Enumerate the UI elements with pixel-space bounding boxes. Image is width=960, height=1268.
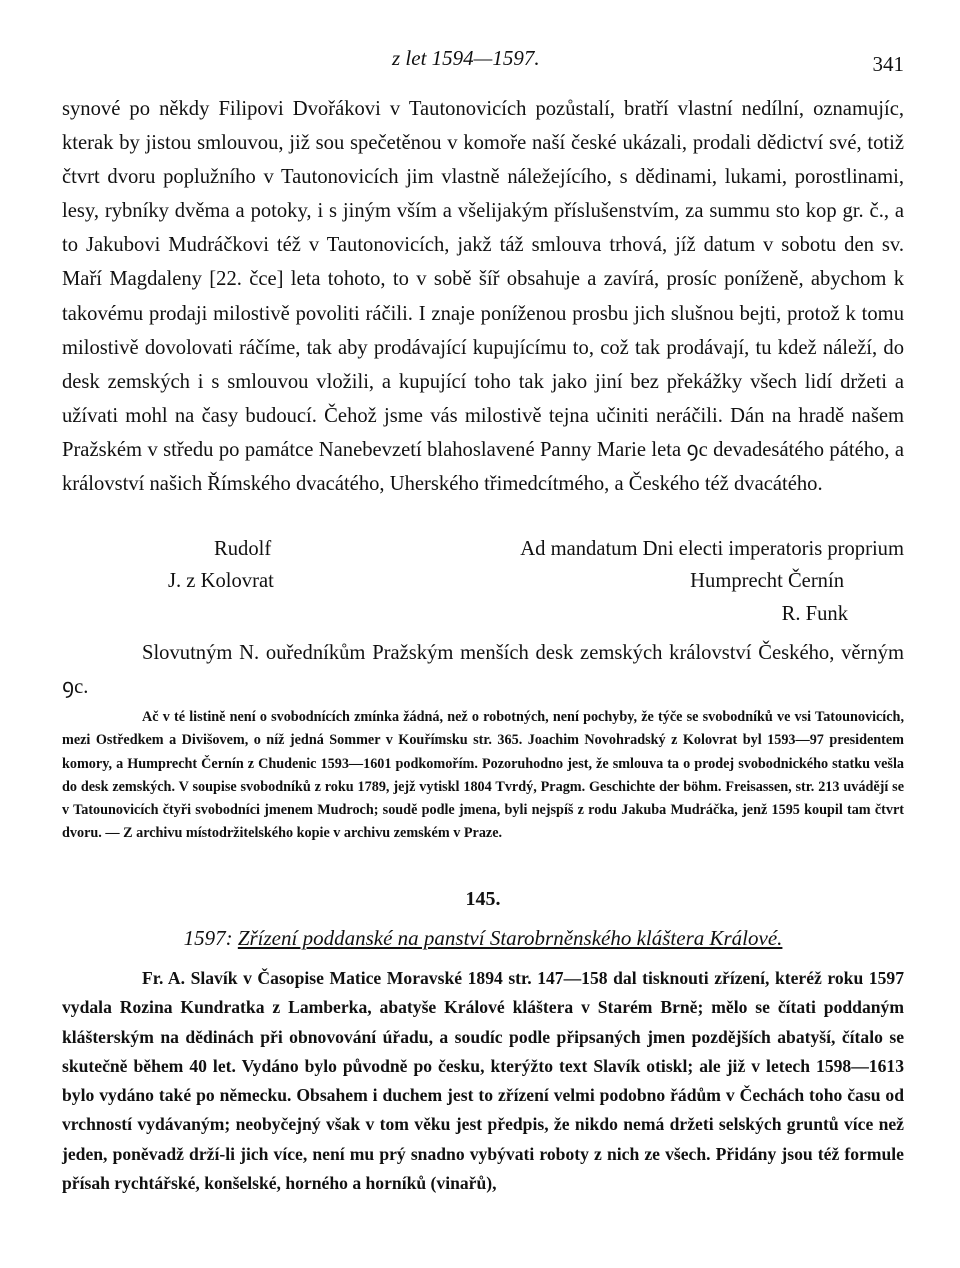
page-number: 341 — [872, 52, 904, 76]
document-heading — [62, 926, 904, 951]
signature-funk: R. Funk — [781, 603, 848, 625]
signature-rudolf: Rudolf — [214, 538, 272, 560]
address-line: Slovutným N. ouředníkům Pražským menších desk zemských království Českého, věrným ꝯc. — [62, 642, 904, 698]
signature-mandatum: Ad mandatum Dni electi imperatoris proprium — [520, 538, 904, 560]
document-date: 1597: — [183, 926, 233, 950]
document-title: Zřízení poddanské na panství Starobrněnského kláštera Králové. — [237, 926, 783, 950]
running-title: z let 1594—1597. — [392, 46, 540, 70]
charter-text: synové po někdy Filipovi Dvořákovi v Tautonovicích pozůstalí, bratří vlastní nedílní, oznamujíc, kterak by jistou smlouvou, již sou spečetěnou v komoře naší české ukázali, prodali dědictví své, totiž čtvrt dvoru poplužního v Tautonovicích jim vlastně náležejícího, s dědinami, lukami, porostlinami, lesy, rybníky dvěma a potoky, i s jiným vším a všelijakým příslušenstvím, za summu sto kop gr. č., a to Jakubovi Mudráčkovi též v Tautonovicích, jakž táž smlouva trhová, jíž datum v sobotu den sv. Maří Magdaleny [22. čce] leta tohoto, to v sobě šíř obsahuje a zavírá, prosíc poníženě, abychom k takovému prodaji milostivě povoliti ráčili. I znaje poníženou prosbu jich slušnou bejti, protož k tomu milostivě dovolovati ráčíme, tak aby prodávající kupujícímu to, což tak prodávají, tu kdež náleží, do desk zemských i s smlouvou vložili, a kupující toho tak jako jiní bez překážky všech lidí držeti a užívati mohl na časy budoucí. Čehož jsme vás milostivě tejna učiniti neráčili. Dán na hradě našem Pražském v středu po památce Nanebevzetí blahoslavené Panny Marie leta ꝯc devadesátého pátého, a království našich Římského dvacátého, Uherského třimedcítmého, a Českého též dvacátého. — [62, 98, 904, 496]
signature-cernin: Humprecht Černín — [690, 570, 844, 592]
editorial-note: Ač v té listině není o svobodnících zmínka žádná, než o robotných, není pochyby, že týče se svobodníků ve vsi Tatounovicích, mezi Ostředkem a Divišovem, o níž jedná Sommer v Kouřímsku str. 365. Joachim Novohradský z Kolovrat byl 1593—97 presidentem komory, a Humprecht Černín z Chudenic 1593—1601 podkomořím. Pozoruhodno jest, že smlouva ta o prodej svobodnického statku vešla do desk zemských. V soupise svobodníků z roku 1789, jejž vytiskl 1804 Tvrdý, Pragm. Geschichte der böhm. Freisassen, str. 213 uvádějí se v Tatounovicích čtyři svobodníci jmenem Mudroch; soudě podle jmena, byli nejspíš z rodu Jakuba Mudráčka, jenž 1595 koupil tam čtvrt dvoru. — Z archivu místodržitelského kopie v archivu zemském v Praze. — [62, 709, 904, 842]
document-number: 145. — [465, 888, 501, 910]
signature-kolovrat: J. z Kolovrat — [168, 570, 274, 592]
running-head — [62, 46, 904, 76]
document-body: Fr. A. Slavík v Časopise Matice Moravské 1894 str. 147—158 dal tisknouti zřízení, kteréž roku 1597 vydala Rozina Kundratka z Lamberka, abatyše Králové kláštera v Starém Brně; mělo se čítati poddaným klášterským na dědinách při obnovování úřadu, a soudíc podle připsaných jmen pozdějších abatyší, čítalo se skutečně během 40 let. Vydáno bylo původně po česku, kterýžto text Slavík otiskl; ale již v letech 1598—1613 bylo vydáno také po německu. Obsahem i duchem jest to zřízení velmi podobno řádům v Čechách toho času od vrchností vydávaným; neobyčejný však v tom věku jest předpis, že nikdo nemá držeti selských gruntů více než jeden, poněvadž drží-li jich více, není mu prý snadno vybývati roboty z nich ze všech. Přidány jsou též formule přísah rychtářské, konšelské, horného a horníků (vinařů), — [62, 968, 904, 1194]
